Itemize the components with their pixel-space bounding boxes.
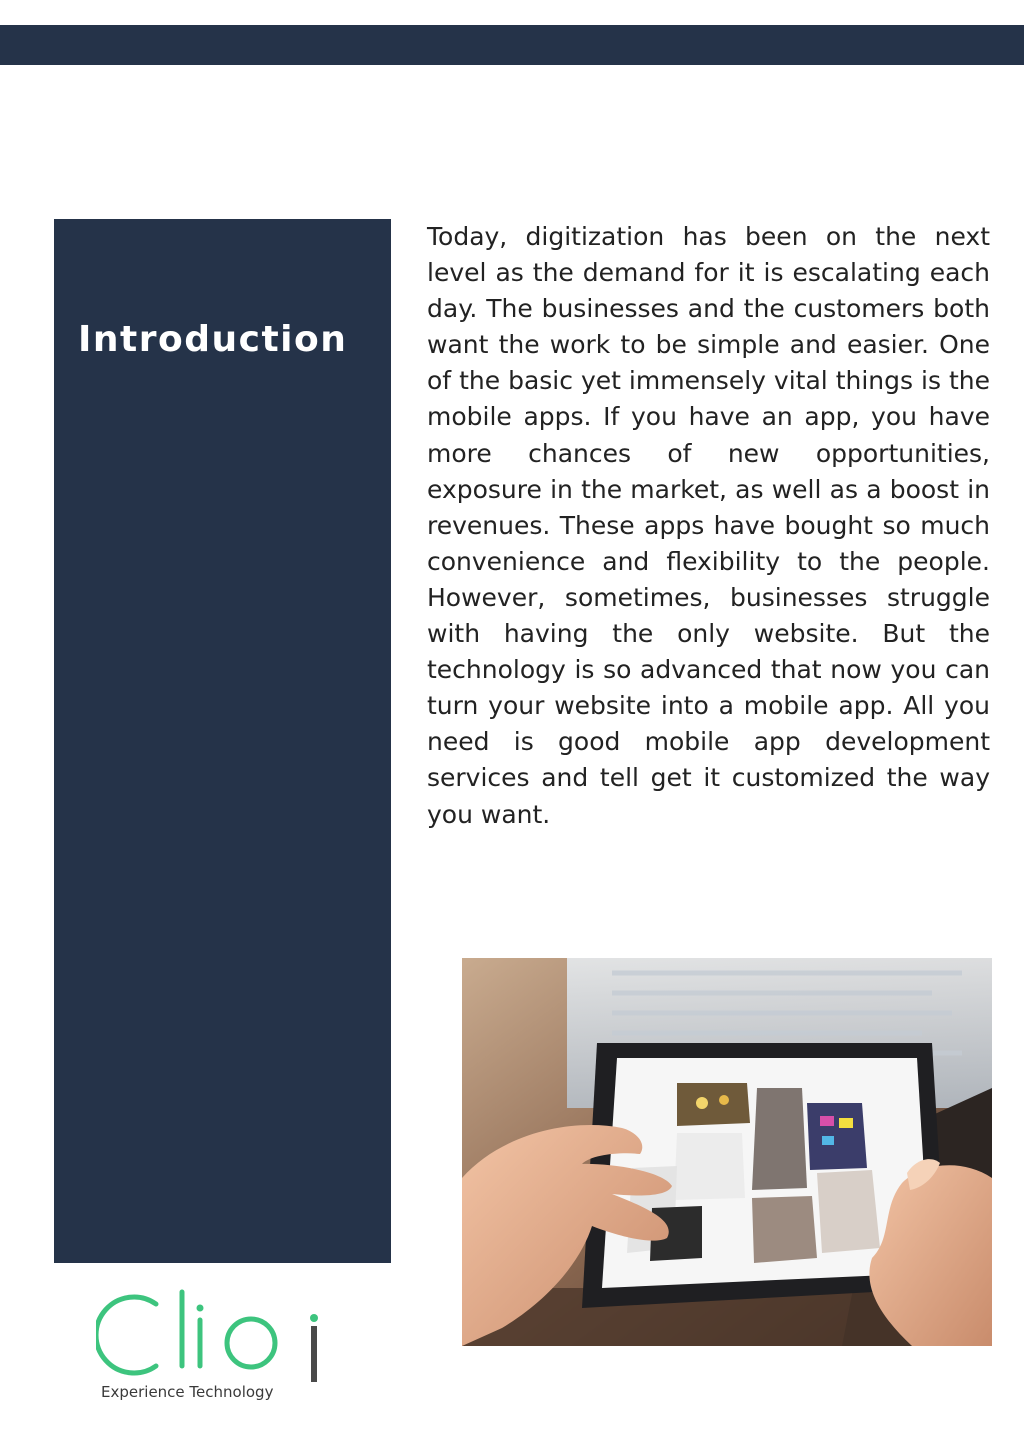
logo-tagline: Experience Technology	[101, 1383, 274, 1401]
tablet-photo	[462, 958, 992, 1346]
top-header-bar	[0, 25, 1024, 65]
section-heading: Introduction	[78, 319, 348, 360]
cliq-logo	[96, 1282, 336, 1412]
intro-paragraph: Today, digitization has been on the next level as the demand for it is escalating each day. The businesses and the customers both want the work to be simple and easier. One of the basic yet immensely vital things is the mobile apps. If you have an app, you have more chances of new opportunities, exposure in the market, as well as a boost in revenues. These apps have bought so much convenience and flexibility to the people. However, sometimes, businesses struggle with having the only website. But the technology is so advanced that now you can turn your website into a mobile app. All you need is good mobile app development services and tell get it customized the way you want.	[427, 222, 990, 829]
section-side-panel	[54, 219, 391, 1263]
cliq-logo-mark	[96, 1282, 336, 1382]
